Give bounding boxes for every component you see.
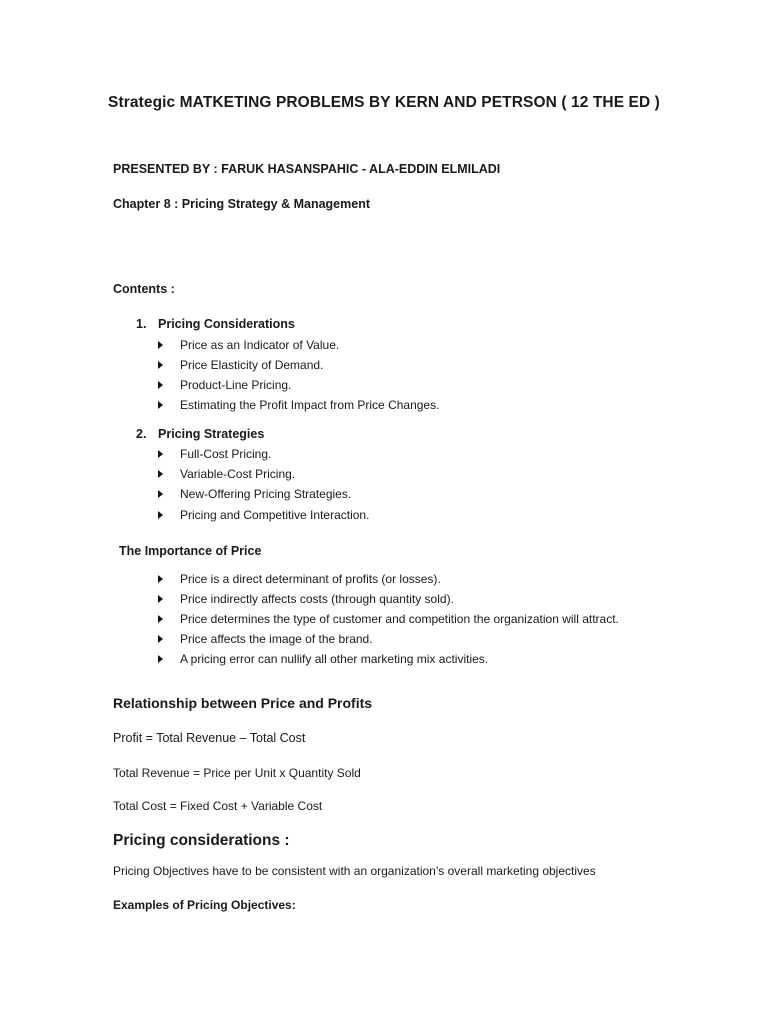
bullet-arrow-icon bbox=[158, 511, 163, 519]
list-item-text: Price affects the image of the brand. bbox=[180, 632, 373, 646]
bullet-arrow-icon bbox=[158, 615, 163, 623]
bullet-arrow-icon bbox=[158, 490, 163, 498]
contents-number-1: 1. bbox=[136, 317, 147, 331]
list-item-text: Price indirectly affects costs (through quantity sold). bbox=[180, 592, 454, 606]
revenue-formula: Total Revenue = Price per Unit x Quantity Sold bbox=[113, 766, 361, 780]
list-item-text: Price is a direct determinant of profits (or losses). bbox=[180, 572, 441, 586]
list-item bbox=[158, 467, 295, 481]
bullet-arrow-icon bbox=[158, 341, 163, 349]
relationship-heading: Relationship between Price and Profits bbox=[113, 695, 373, 711]
bullet-arrow-icon bbox=[158, 361, 163, 369]
list-item bbox=[158, 632, 373, 646]
list-item-text: Full-Cost Pricing. bbox=[180, 447, 272, 461]
examples-label: Examples of Pricing Objectives: bbox=[113, 898, 296, 912]
contents-label: Contents : bbox=[113, 282, 175, 296]
list-item bbox=[158, 487, 351, 501]
list-item bbox=[158, 447, 271, 461]
bullet-arrow-icon bbox=[158, 635, 163, 643]
considerations-text: Pricing Objectives have to be consistent with an organization’s overall marketing objectives bbox=[113, 864, 596, 878]
contents-heading-1 bbox=[136, 317, 295, 331]
list-item bbox=[158, 508, 369, 522]
contents-number-2: 2. bbox=[136, 427, 147, 441]
list-item bbox=[158, 338, 339, 352]
considerations-heading: Pricing considerations : bbox=[113, 832, 290, 849]
chapter-title: Chapter 8 : Pricing Strategy & Management bbox=[113, 197, 371, 211]
cost-formula: Total Cost = Fixed Cost + Variable Cost bbox=[113, 799, 323, 813]
list-item-text: Variable-Cost Pricing. bbox=[180, 467, 296, 481]
bullet-arrow-icon bbox=[158, 401, 163, 409]
list-item-text: Price determines the type of customer and competition the organization will attract. bbox=[180, 612, 619, 626]
profit-formula: Profit = Total Revenue – Total Cost bbox=[113, 731, 306, 745]
presenters-line: PRESENTED BY : FARUK HASANSPAHIC - ALA-EDDIN ELMILADI bbox=[113, 162, 501, 176]
list-item bbox=[158, 358, 323, 372]
list-item bbox=[158, 572, 441, 586]
list-item-text: Pricing and Competitive Interaction. bbox=[180, 508, 370, 522]
bullet-arrow-icon bbox=[158, 470, 163, 478]
list-item-text: Estimating the Profit Impact from Price Changes. bbox=[180, 398, 440, 412]
contents-heading-2 bbox=[136, 427, 264, 441]
bullet-arrow-icon bbox=[158, 575, 163, 583]
bullet-arrow-icon bbox=[158, 655, 163, 663]
list-item bbox=[158, 652, 488, 666]
list-item-text: Price Elasticity of Demand. bbox=[180, 358, 324, 372]
list-item-text: Product-Line Pricing. bbox=[180, 378, 292, 392]
bullet-arrow-icon bbox=[158, 381, 163, 389]
list-item bbox=[158, 378, 291, 392]
list-item-text: Price as an Indicator of Value. bbox=[180, 338, 340, 352]
contents-heading-1-label: Pricing Considerations bbox=[158, 317, 295, 331]
list-item bbox=[158, 612, 619, 626]
bullet-arrow-icon bbox=[158, 450, 163, 458]
bullet-arrow-icon bbox=[158, 595, 163, 603]
list-item bbox=[158, 592, 454, 606]
contents-heading-2-label: Pricing Strategies bbox=[158, 427, 265, 441]
importance-heading: The Importance of Price bbox=[119, 544, 262, 558]
list-item-text: A pricing error can nullify all other marketing mix activities. bbox=[180, 652, 489, 666]
list-item-text: New-Offering Pricing Strategies. bbox=[180, 487, 352, 501]
document-title: Strategic MATKETING PROBLEMS BY KERN AND PETRSON ( 12 THE ED ) bbox=[108, 94, 660, 111]
list-item bbox=[158, 398, 439, 412]
